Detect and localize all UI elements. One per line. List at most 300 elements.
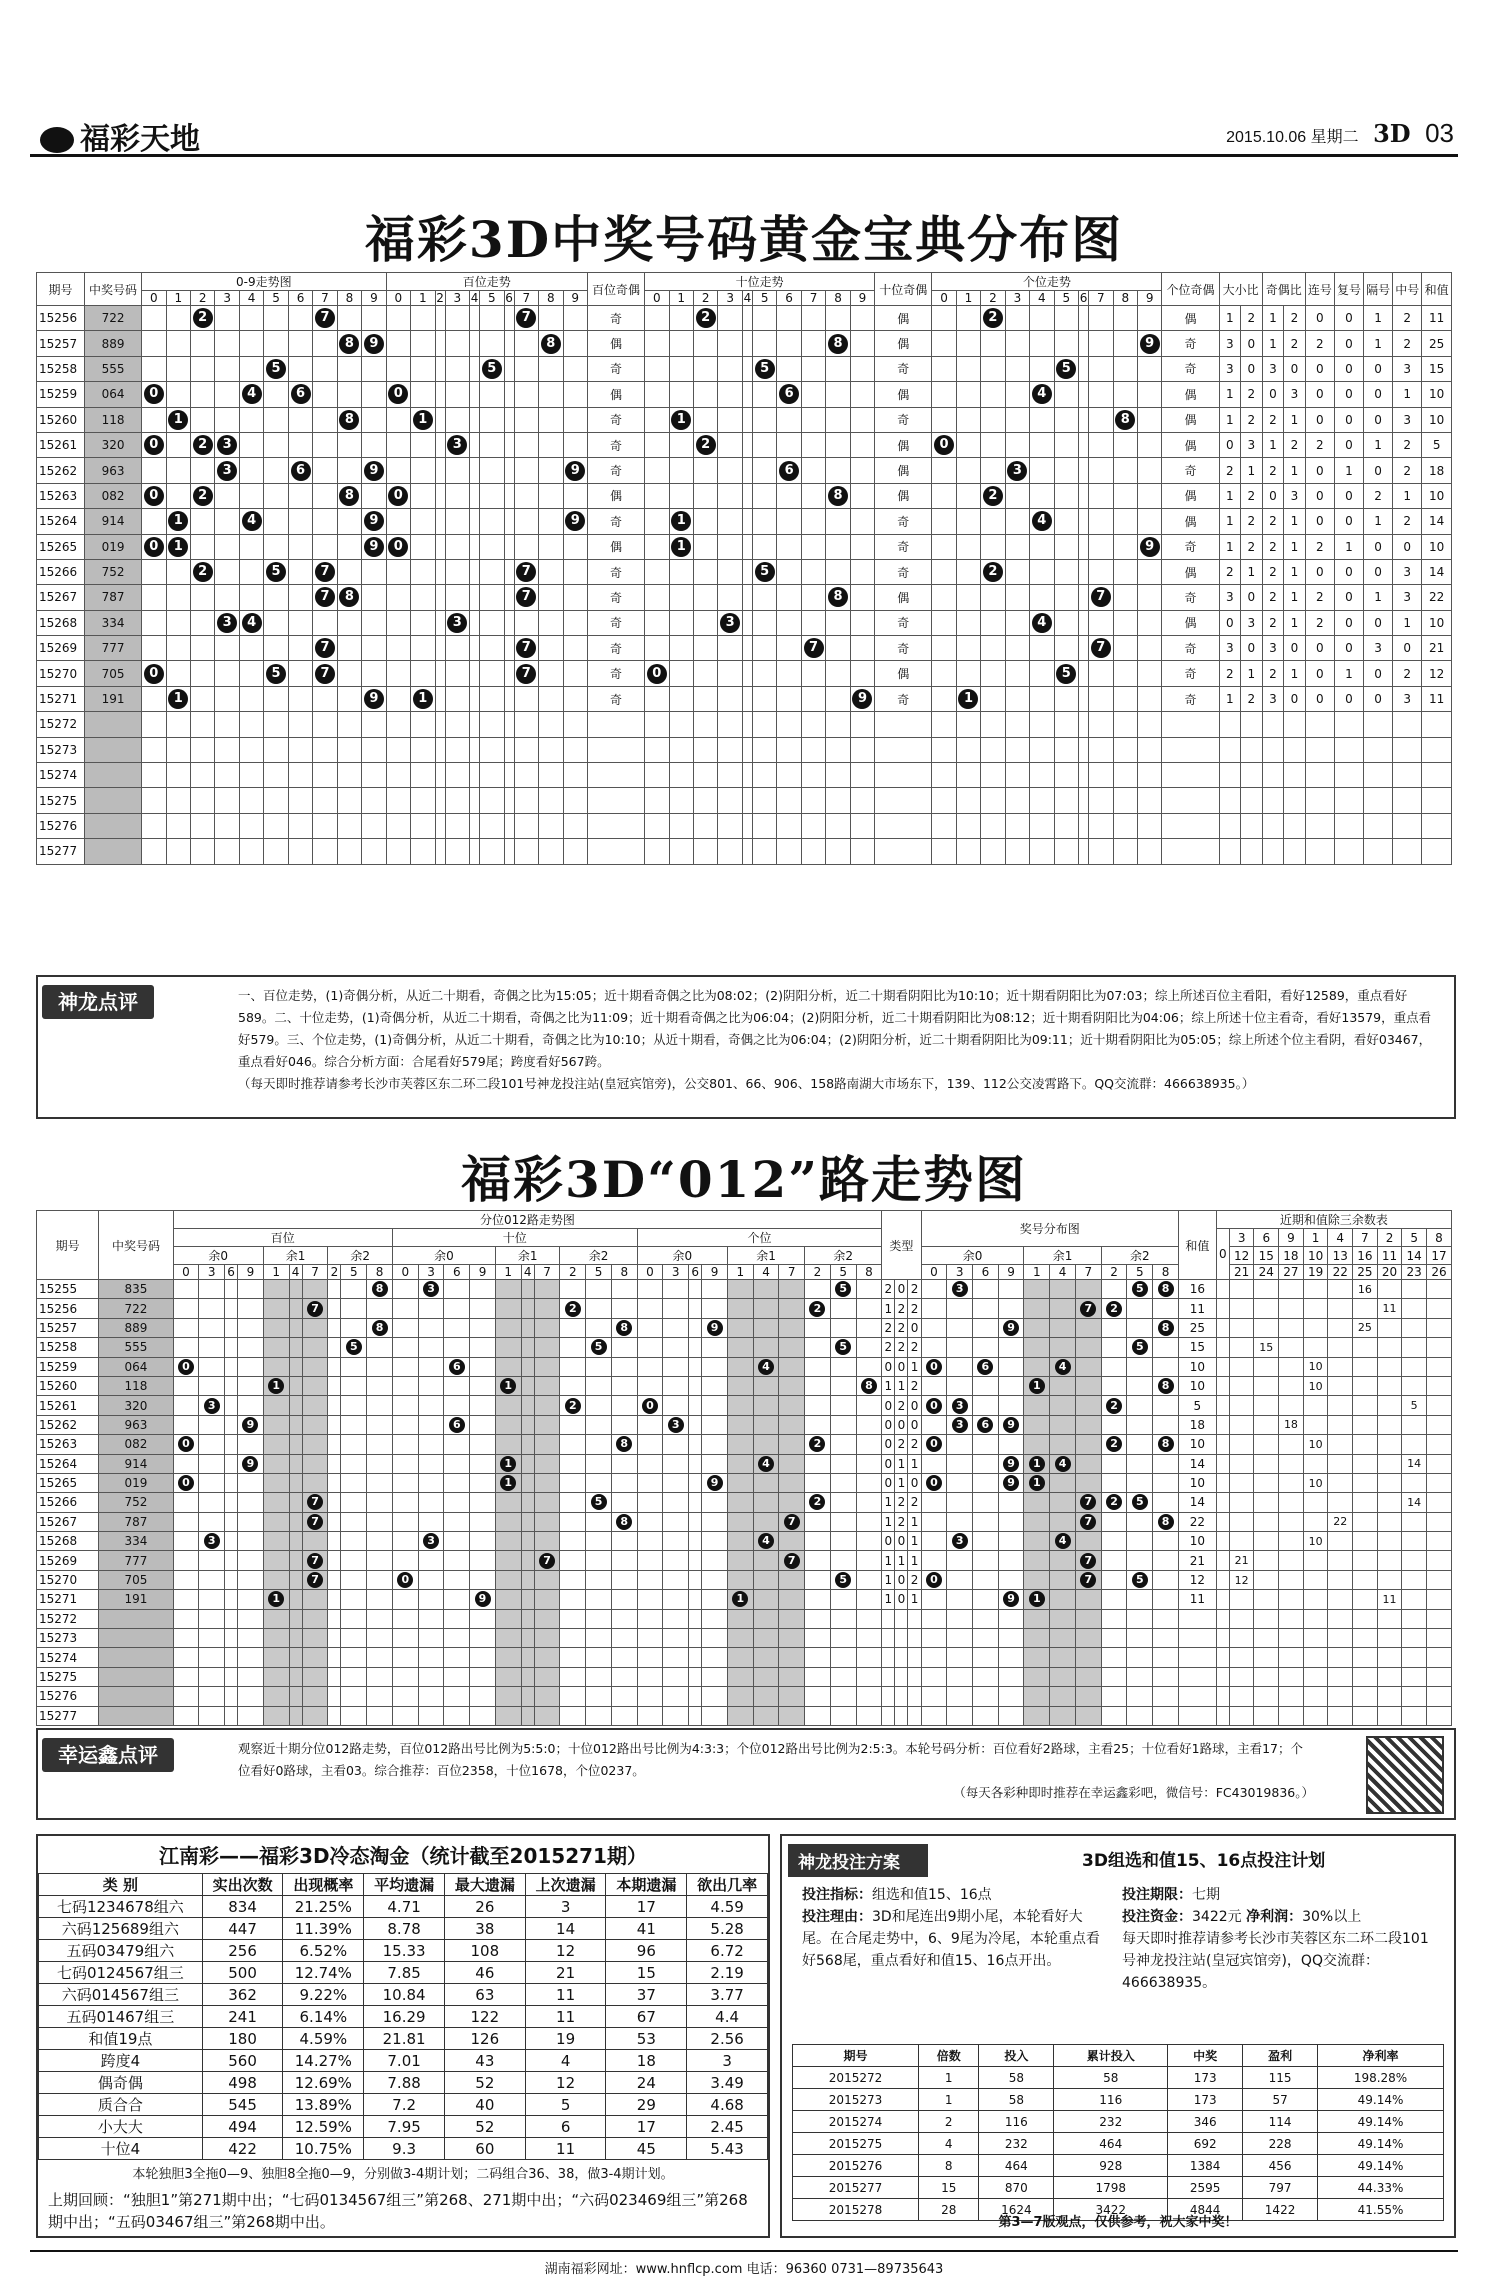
stat-cell bbox=[1334, 763, 1363, 788]
hit-ball: 6 bbox=[977, 1417, 993, 1433]
road-cell bbox=[341, 1648, 367, 1667]
col-geqo: 个位奇偶 bbox=[1162, 273, 1219, 306]
cold-cell: 19 bbox=[525, 2028, 606, 2050]
stat-cell: 2 bbox=[1241, 534, 1263, 559]
road-cell bbox=[302, 1454, 328, 1473]
road-cell bbox=[521, 1532, 534, 1551]
road-cell bbox=[444, 1435, 470, 1454]
position-digit-cell bbox=[850, 331, 874, 356]
issue-cell: 15267 bbox=[37, 1512, 99, 1531]
cold-cell: 6.52% bbox=[283, 1940, 364, 1962]
rem-cell bbox=[1328, 1570, 1353, 1589]
position-digit-cell bbox=[1089, 432, 1113, 457]
rem-cell: 10 bbox=[1303, 1532, 1328, 1551]
hit-ball: 0 bbox=[642, 1398, 658, 1414]
position-digit-cell bbox=[386, 559, 410, 584]
digit-cell bbox=[142, 331, 166, 356]
dist-cell bbox=[1101, 1299, 1127, 1318]
road-cell bbox=[328, 1357, 341, 1376]
road-cell bbox=[328, 1512, 341, 1531]
position-digit-cell bbox=[1005, 306, 1029, 331]
hit-ball: 4 bbox=[242, 613, 262, 633]
plan-cell: 928 bbox=[1054, 2155, 1168, 2177]
digit-cell bbox=[264, 686, 288, 711]
rem-cell bbox=[1426, 1667, 1451, 1686]
road-cell bbox=[753, 1435, 779, 1454]
road-cell bbox=[444, 1551, 470, 1570]
road-cell bbox=[238, 1338, 264, 1357]
hit-ball: 9 bbox=[364, 511, 384, 531]
road-cell bbox=[753, 1280, 779, 1299]
road-cell bbox=[418, 1512, 444, 1531]
road-cell bbox=[856, 1648, 882, 1667]
position-digit-cell bbox=[752, 636, 776, 661]
stat-cell bbox=[1219, 712, 1241, 737]
position-digit-cell bbox=[470, 458, 480, 483]
road-cell bbox=[367, 1532, 393, 1551]
road-cell bbox=[263, 1667, 289, 1686]
road-cell bbox=[263, 1338, 289, 1357]
dist-cell bbox=[1153, 1338, 1179, 1357]
road-cell bbox=[727, 1493, 753, 1512]
hit-ball: 2 bbox=[1106, 1494, 1122, 1510]
digit-cell bbox=[362, 483, 386, 508]
road-cell bbox=[367, 1299, 393, 1318]
dist-cell bbox=[1127, 1570, 1153, 1589]
position-digit-cell bbox=[1089, 737, 1113, 762]
road-cell bbox=[470, 1687, 496, 1706]
dist-cell bbox=[1101, 1280, 1127, 1299]
position-digit-cell bbox=[801, 712, 825, 737]
comment-box-shenlong bbox=[36, 975, 1456, 1119]
position-digit-cell bbox=[1030, 839, 1054, 864]
position-digit-cell bbox=[693, 737, 717, 762]
rem-cell bbox=[1303, 1648, 1328, 1667]
hit-ball: 9 bbox=[364, 461, 384, 481]
digit-cell bbox=[264, 813, 288, 838]
position-digit-cell bbox=[932, 458, 956, 483]
road-cell bbox=[444, 1376, 470, 1395]
digit-header: 6 bbox=[225, 1265, 238, 1280]
road-cell bbox=[495, 1493, 521, 1512]
rem-cell bbox=[1377, 1338, 1402, 1357]
stat-cell: 0 bbox=[1334, 585, 1363, 610]
position-digit-cell bbox=[1137, 306, 1161, 331]
position-digit-cell bbox=[645, 331, 669, 356]
road-cell bbox=[727, 1706, 753, 1725]
plan-cell: 2015276 bbox=[793, 2155, 919, 2177]
position-digit-cell bbox=[539, 458, 563, 483]
rem-cell bbox=[1426, 1473, 1451, 1492]
road-cell bbox=[444, 1454, 470, 1473]
cold-cell: 241 bbox=[202, 2006, 283, 2028]
road-cell bbox=[753, 1415, 779, 1434]
comment-note: （每天各彩种即时推荐在幸运鑫彩吧，微信号：FC43019836。） bbox=[953, 1785, 1314, 1800]
stat-cell bbox=[1334, 813, 1363, 838]
road-cell bbox=[263, 1629, 289, 1648]
issue-cell: 15272 bbox=[37, 1609, 99, 1628]
hit-ball: 7 bbox=[1080, 1301, 1096, 1317]
digit-cell bbox=[288, 661, 312, 686]
position-digit-cell bbox=[504, 356, 514, 381]
position-digit-cell bbox=[435, 585, 445, 610]
position-digit-cell bbox=[981, 356, 1005, 381]
road-cell bbox=[586, 1493, 612, 1512]
rem-cell bbox=[1402, 1415, 1427, 1434]
digit-header: 7 bbox=[514, 291, 538, 306]
rem-cell: 11 bbox=[1377, 1590, 1402, 1609]
road-cell bbox=[392, 1609, 418, 1628]
dist-cell bbox=[1153, 1590, 1179, 1609]
dist-cell bbox=[1127, 1512, 1153, 1531]
digit-cell bbox=[337, 407, 361, 432]
position-digit-cell bbox=[1054, 788, 1078, 813]
position-digit-cell bbox=[539, 763, 563, 788]
rem-cell bbox=[1229, 1396, 1254, 1415]
digit-cell bbox=[166, 407, 190, 432]
road-cell bbox=[856, 1435, 882, 1454]
position-digit-cell bbox=[718, 509, 742, 534]
table-row bbox=[37, 1396, 1452, 1415]
road-cell bbox=[302, 1629, 328, 1648]
digit-cell bbox=[313, 686, 337, 711]
digit-cell bbox=[313, 458, 337, 483]
cold-cell: 7.88 bbox=[364, 2072, 445, 2094]
rem-cell bbox=[1377, 1376, 1402, 1395]
road-cell bbox=[702, 1590, 728, 1609]
road-cell bbox=[328, 1667, 341, 1686]
road-cell bbox=[856, 1338, 882, 1357]
position-digit-cell bbox=[981, 407, 1005, 432]
rem-cell bbox=[1254, 1609, 1279, 1628]
parity-cell: 奇 bbox=[1162, 686, 1219, 711]
road-cell bbox=[302, 1299, 328, 1318]
road-cell bbox=[199, 1415, 225, 1434]
issue-cell: 15257 bbox=[37, 1318, 99, 1337]
digit-cell bbox=[215, 306, 239, 331]
rem-cell bbox=[1328, 1629, 1353, 1648]
position-digit-cell bbox=[470, 407, 480, 432]
hit-ball: 0 bbox=[926, 1398, 942, 1414]
position-digit-cell bbox=[514, 356, 538, 381]
digit-header: 9 bbox=[563, 291, 587, 306]
cold-cell: 12.59% bbox=[283, 2116, 364, 2138]
position-digit-cell bbox=[514, 458, 538, 483]
position-digit-cell bbox=[777, 432, 801, 457]
position-digit-cell bbox=[539, 712, 563, 737]
road-cell bbox=[637, 1318, 663, 1337]
rem-cell bbox=[1229, 1473, 1254, 1492]
parity-cell bbox=[875, 712, 932, 737]
digit-cell bbox=[142, 610, 166, 635]
rem-cell bbox=[1402, 1629, 1427, 1648]
hit-ball: 1 bbox=[168, 537, 188, 557]
position-digit-cell bbox=[718, 407, 742, 432]
table-row bbox=[37, 1570, 1452, 1589]
road-cell bbox=[392, 1570, 418, 1589]
dist-cell bbox=[1127, 1648, 1153, 1667]
plan-cell: 346 bbox=[1168, 2111, 1243, 2133]
digit-cell bbox=[362, 610, 386, 635]
road-cell bbox=[367, 1435, 393, 1454]
position-digit-cell bbox=[470, 509, 480, 534]
digit-header: 4 bbox=[1030, 291, 1054, 306]
rem-cell bbox=[1328, 1396, 1353, 1415]
road-cell bbox=[637, 1299, 663, 1318]
road-cell bbox=[302, 1376, 328, 1395]
rem-cell bbox=[1229, 1357, 1254, 1376]
road-cell bbox=[341, 1590, 367, 1609]
hit-ball: 4 bbox=[758, 1533, 774, 1549]
position-digit-cell bbox=[645, 585, 669, 610]
road-cell bbox=[663, 1357, 689, 1376]
rem-cell bbox=[1377, 1687, 1402, 1706]
dist-cell bbox=[1153, 1318, 1179, 1337]
road-cell bbox=[521, 1706, 534, 1725]
stat-cell: 3 bbox=[1219, 331, 1241, 356]
cold-cell: 122 bbox=[444, 2006, 525, 2028]
dist-cell bbox=[1024, 1318, 1050, 1337]
stat-cell: 0 bbox=[1241, 331, 1263, 356]
plan-cell: 173 bbox=[1168, 2089, 1243, 2111]
type-cell: 0 bbox=[882, 1532, 895, 1551]
cold-cell: 67 bbox=[606, 2006, 687, 2028]
stat-cell: 1 bbox=[1334, 661, 1363, 686]
digit-header: 3 bbox=[1005, 291, 1029, 306]
position-digit-cell bbox=[1005, 331, 1029, 356]
position-digit-cell bbox=[445, 737, 469, 762]
dist-cell bbox=[947, 1609, 973, 1628]
dist-cell bbox=[1153, 1570, 1179, 1589]
digit-cell bbox=[190, 763, 214, 788]
position-digit-cell bbox=[669, 432, 693, 457]
dist-cell bbox=[1024, 1338, 1050, 1357]
stat-cell: 2 bbox=[1262, 610, 1284, 635]
road-cell bbox=[173, 1473, 199, 1492]
type-cell: 2 bbox=[895, 1493, 908, 1512]
position-digit-cell bbox=[752, 686, 776, 711]
road-cell bbox=[173, 1687, 199, 1706]
road-cell bbox=[560, 1493, 586, 1512]
table-row bbox=[37, 1338, 1452, 1357]
rem-cell bbox=[1254, 1532, 1279, 1551]
cold-cell: 14.27% bbox=[283, 2050, 364, 2072]
digit-cell bbox=[142, 737, 166, 762]
hit-ball: 8 bbox=[616, 1514, 632, 1530]
rem-cell bbox=[1328, 1473, 1353, 1492]
rem-cell bbox=[1353, 1338, 1378, 1357]
position-digit-cell bbox=[801, 382, 825, 407]
road-cell bbox=[521, 1376, 534, 1395]
rem-cell bbox=[1402, 1376, 1427, 1395]
stat-cell: 0 bbox=[1219, 432, 1241, 457]
type-cell: 1 bbox=[895, 1454, 908, 1473]
position-digit-cell bbox=[386, 712, 410, 737]
digit-cell bbox=[313, 636, 337, 661]
issue-cell: 15270 bbox=[37, 661, 85, 686]
rem-cell bbox=[1229, 1493, 1254, 1512]
dist-cell bbox=[921, 1512, 947, 1531]
plan-header: 累计投入 bbox=[1054, 2045, 1168, 2067]
position-digit-cell bbox=[1137, 331, 1161, 356]
road-cell bbox=[856, 1532, 882, 1551]
stat-cell bbox=[1364, 813, 1393, 838]
table-row bbox=[37, 1648, 1452, 1667]
road-cell bbox=[341, 1687, 367, 1706]
position-digit-cell bbox=[981, 737, 1005, 762]
position-digit-cell bbox=[480, 737, 504, 762]
type-cell: 0 bbox=[908, 1318, 921, 1337]
rem-bot: 20 bbox=[1377, 1265, 1402, 1280]
position-digit-cell bbox=[480, 763, 504, 788]
position-digit-cell bbox=[386, 610, 410, 635]
rem-cell bbox=[1377, 1512, 1402, 1531]
hit-ball: 2 bbox=[1106, 1398, 1122, 1414]
position-digit-cell bbox=[480, 331, 504, 356]
plan-cell: 49.14% bbox=[1318, 2089, 1444, 2111]
digit-cell bbox=[337, 585, 361, 610]
position-digit-cell bbox=[1137, 636, 1161, 661]
digit-cell bbox=[215, 788, 239, 813]
table-row bbox=[37, 432, 1452, 457]
cold-cell: 53 bbox=[606, 2028, 687, 2050]
plan-heading: 3D组选和值15、16点投注计划 bbox=[1082, 1851, 1326, 1871]
road-cell bbox=[521, 1338, 534, 1357]
rem-cell bbox=[1353, 1512, 1378, 1531]
road-cell bbox=[586, 1551, 612, 1570]
position-digit-cell bbox=[777, 712, 801, 737]
position-digit-cell bbox=[693, 636, 717, 661]
position-digit-cell bbox=[1137, 559, 1161, 584]
position-digit-cell bbox=[514, 788, 538, 813]
stat-cell: 2 bbox=[1219, 559, 1241, 584]
dist-cell bbox=[1153, 1299, 1179, 1318]
digit-cell bbox=[313, 534, 337, 559]
position-digit-cell bbox=[1005, 610, 1029, 635]
dist-cell bbox=[947, 1435, 973, 1454]
road-cell bbox=[805, 1570, 831, 1589]
position-digit-cell bbox=[411, 610, 435, 635]
road-cell bbox=[637, 1512, 663, 1531]
road-cell bbox=[173, 1357, 199, 1376]
hit-ball: 1 bbox=[671, 410, 691, 430]
rem-cell bbox=[1216, 1454, 1229, 1473]
position-digit-cell bbox=[932, 559, 956, 584]
road-cell bbox=[702, 1648, 728, 1667]
col-main: 分位012路走势图 bbox=[173, 1211, 882, 1229]
road-cell bbox=[753, 1357, 779, 1376]
title-distribution: 福彩3D中奖号码黄金宝典分布图 bbox=[364, 210, 1124, 269]
hit-ball: 4 bbox=[1032, 384, 1052, 404]
road-cell bbox=[238, 1590, 264, 1609]
parity-cell: 奇 bbox=[587, 636, 644, 661]
dist-cell bbox=[1127, 1357, 1153, 1376]
road-cell bbox=[560, 1706, 586, 1725]
rem-cell bbox=[1353, 1706, 1378, 1725]
road-cell bbox=[341, 1299, 367, 1318]
road-cell bbox=[367, 1318, 393, 1337]
position-digit-cell bbox=[801, 686, 825, 711]
cold-cell: 7.2 bbox=[364, 2094, 445, 2116]
stat-cell: 1 bbox=[1364, 509, 1393, 534]
rem-cell bbox=[1353, 1493, 1378, 1512]
dist-cell bbox=[973, 1551, 999, 1570]
position-digit-cell bbox=[445, 559, 469, 584]
hit-ball: 0 bbox=[144, 486, 164, 506]
road-cell bbox=[534, 1667, 560, 1686]
road-cell bbox=[199, 1473, 225, 1492]
dist-cell bbox=[1075, 1648, 1101, 1667]
rem-cell bbox=[1216, 1570, 1229, 1589]
road-cell bbox=[753, 1590, 779, 1609]
road-cell bbox=[779, 1454, 805, 1473]
dist-cell bbox=[1153, 1532, 1179, 1551]
position-digit-cell bbox=[514, 559, 538, 584]
position-digit-cell bbox=[1054, 407, 1078, 432]
road-cell bbox=[727, 1570, 753, 1589]
digit-header: 5 bbox=[830, 1265, 856, 1280]
hit-ball: 2 bbox=[193, 562, 213, 582]
stat-cell: 0 bbox=[1305, 686, 1334, 711]
digit-cell bbox=[337, 636, 361, 661]
position-digit-cell bbox=[1030, 331, 1054, 356]
road-cell bbox=[225, 1299, 238, 1318]
position-digit-cell bbox=[777, 661, 801, 686]
hit-ball: 8 bbox=[828, 587, 848, 607]
road-cell bbox=[392, 1706, 418, 1725]
position-digit-cell bbox=[669, 407, 693, 432]
road-cell bbox=[341, 1454, 367, 1473]
type-cell: 2 bbox=[908, 1280, 921, 1299]
position-digit-cell bbox=[539, 661, 563, 686]
dist-cell bbox=[947, 1493, 973, 1512]
digit-cell bbox=[166, 636, 190, 661]
dist-cell bbox=[998, 1454, 1024, 1473]
digit-cell bbox=[215, 559, 239, 584]
stat-cell bbox=[1219, 788, 1241, 813]
position-digit-cell bbox=[514, 306, 538, 331]
digit-cell bbox=[264, 356, 288, 381]
digit-cell bbox=[166, 661, 190, 686]
road-cell bbox=[470, 1493, 496, 1512]
dist-cell bbox=[921, 1590, 947, 1609]
road-cell bbox=[611, 1318, 637, 1337]
issue-cell: 15256 bbox=[37, 1299, 99, 1318]
table-row bbox=[37, 1532, 1452, 1551]
stat-cell: 0 bbox=[1305, 661, 1334, 686]
road-cell bbox=[521, 1551, 534, 1570]
position-digit-cell bbox=[1089, 585, 1113, 610]
stat-cell: 3 bbox=[1262, 686, 1284, 711]
position-digit-cell bbox=[1137, 839, 1161, 864]
digit-header: 4 bbox=[743, 291, 752, 305]
position-digit-cell bbox=[981, 712, 1005, 737]
table-row bbox=[37, 1629, 1452, 1648]
win-number-cell: 914 bbox=[84, 509, 141, 534]
dist-cell bbox=[1050, 1570, 1076, 1589]
hit-ball: 3 bbox=[447, 613, 467, 633]
rem-cell bbox=[1303, 1299, 1328, 1318]
road-cell bbox=[495, 1551, 521, 1570]
digit-header: 5 bbox=[586, 1265, 612, 1280]
road-cell bbox=[689, 1667, 702, 1686]
digit-cell bbox=[239, 458, 263, 483]
rem-cell bbox=[1377, 1609, 1402, 1628]
stat-cell: 5 bbox=[1422, 432, 1452, 457]
digit-header: 6 bbox=[777, 291, 801, 306]
dist-cell bbox=[1127, 1299, 1153, 1318]
road-cell bbox=[470, 1280, 496, 1299]
